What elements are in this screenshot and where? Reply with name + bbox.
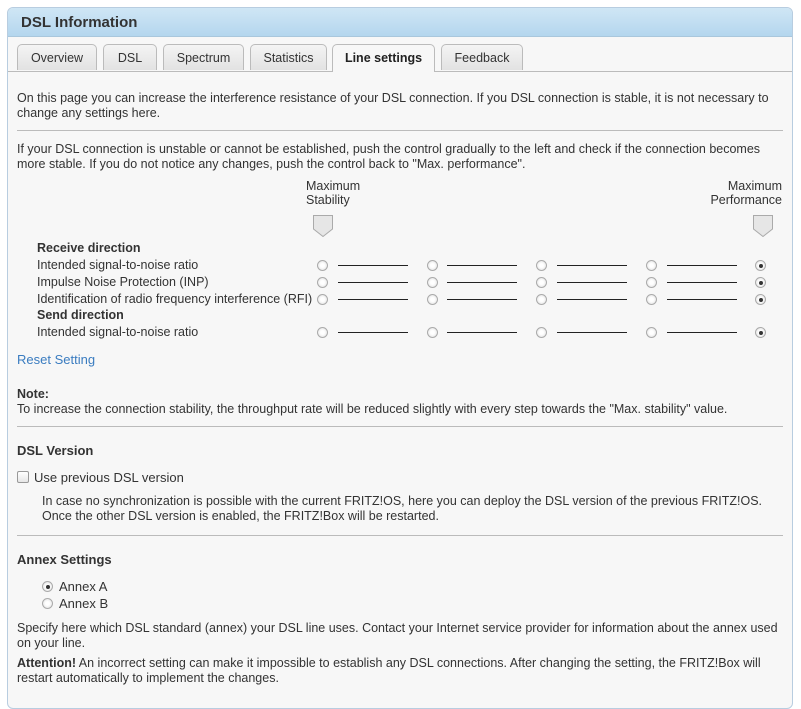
send-direction-heading: Send direction bbox=[37, 308, 124, 322]
max-performance-label-line1: Maximum bbox=[727, 179, 782, 193]
dsl-information-window bbox=[7, 7, 793, 709]
slider-track-line bbox=[667, 282, 737, 283]
divider bbox=[17, 535, 783, 536]
slider-track-line bbox=[447, 265, 517, 266]
slider-step-radio[interactable] bbox=[646, 327, 657, 338]
slider-step-radio[interactable] bbox=[427, 277, 438, 288]
previous-dsl-version-label[interactable]: Use previous DSL version bbox=[34, 470, 184, 485]
title-bar bbox=[8, 8, 792, 37]
page-title: DSL Information bbox=[21, 14, 138, 31]
max-stability-label bbox=[306, 179, 360, 207]
divider bbox=[17, 426, 783, 427]
note-text: To increase the connection stability, the throughput rate will be reduced slightly with every step towards the "Max. stability" value. bbox=[17, 402, 728, 416]
annex-a-radio[interactable] bbox=[42, 581, 53, 592]
slider-step-radio[interactable] bbox=[536, 277, 547, 288]
annex-settings-heading: Annex Settings bbox=[17, 552, 112, 567]
attention-label: Attention! bbox=[17, 656, 77, 670]
performance-marker-icon bbox=[753, 215, 773, 237]
tab-spectrum[interactable]: Spectrum bbox=[163, 44, 244, 70]
slider-track-line bbox=[557, 265, 627, 266]
slider-step-radio[interactable] bbox=[755, 294, 766, 305]
annex-b-label[interactable]: Annex B bbox=[59, 596, 109, 611]
slider-step-radio[interactable] bbox=[646, 277, 657, 288]
send-snr-label: Intended signal-to-noise ratio bbox=[37, 325, 199, 339]
tab-dsl[interactable]: DSL bbox=[103, 44, 157, 70]
annex-b-radio[interactable] bbox=[42, 598, 53, 609]
slider-track-line bbox=[557, 299, 627, 300]
max-performance-label-line2: Performance bbox=[710, 193, 782, 207]
slider-step-radio[interactable] bbox=[317, 277, 328, 288]
previous-dsl-version-checkbox[interactable] bbox=[17, 471, 29, 483]
slider-track-line bbox=[338, 332, 408, 333]
dsl-version-description: In case no synchronization is possible with the current FRITZ!OS, here you can deploy the DSL version of the previous FRITZ!OS. Once the other DSL version is enabled, the FRITZ!Box will be restarted. bbox=[42, 494, 763, 523]
receive-inp-label: Impulse Noise Protection (INP) bbox=[37, 275, 209, 289]
instructions-text: If your DSL connection is unstable or cannot be established, push the control gradually to the left and check if the connection becomes more stable. If you do not notice any changes, push the control back to "Max. performance". bbox=[17, 142, 761, 171]
dsl-version-heading: DSL Version bbox=[17, 443, 94, 458]
slider-track-line bbox=[667, 299, 737, 300]
tab-feedback[interactable]: Feedback bbox=[441, 44, 523, 70]
tab-line-settings[interactable]: Line settings bbox=[332, 44, 435, 72]
stability-marker-icon bbox=[313, 215, 333, 237]
slider-track-line bbox=[447, 332, 517, 333]
attention-text bbox=[17, 656, 787, 686]
max-stability-label-line2: Stability bbox=[306, 193, 350, 207]
divider bbox=[17, 130, 783, 131]
slider-track-line bbox=[447, 282, 517, 283]
slider-step-radio[interactable] bbox=[646, 260, 657, 271]
slider-track-line bbox=[338, 282, 408, 283]
slider-step-radio[interactable] bbox=[536, 294, 547, 305]
slider-step-radio[interactable] bbox=[317, 294, 328, 305]
slider-step-radio[interactable] bbox=[317, 327, 328, 338]
slider-track-line bbox=[338, 265, 408, 266]
attention-body: An incorrect setting can make it impossible to establish any DSL connections. After changing the setting, the FRITZ!Box will restart automatically to implement the changes. bbox=[17, 656, 761, 685]
slider-step-radio[interactable] bbox=[427, 327, 438, 338]
note-title: Note: bbox=[17, 387, 49, 401]
slider-step-radio[interactable] bbox=[317, 260, 328, 271]
reset-setting-link[interactable]: Reset Setting bbox=[17, 352, 96, 367]
max-performance-label bbox=[710, 179, 782, 207]
slider-track-line bbox=[667, 332, 737, 333]
slider-track-line bbox=[557, 332, 627, 333]
annex-description: Specify here which DSL standard (annex) your DSL line uses. Contact your Internet service provider for information about the annex used on your line. bbox=[17, 621, 778, 650]
tab-statistics[interactable]: Statistics bbox=[250, 44, 327, 70]
slider-track-line bbox=[557, 282, 627, 283]
slider-step-radio[interactable] bbox=[755, 260, 766, 271]
receive-rfi-label: Identification of radio frequency interference (RFI) bbox=[37, 292, 313, 306]
slider-track-line bbox=[338, 299, 408, 300]
slider-track-line bbox=[447, 299, 517, 300]
annex-a-label[interactable]: Annex A bbox=[59, 579, 108, 594]
intro-text: On this page you can increase the interference resistance of your DSL connection. If you DSL connection is stable, it is not necessary to change any settings here. bbox=[17, 91, 769, 120]
slider-step-radio[interactable] bbox=[536, 260, 547, 271]
slider-track-line bbox=[667, 265, 737, 266]
slider-step-radio[interactable] bbox=[755, 327, 766, 338]
tab-overview[interactable]: Overview bbox=[17, 44, 97, 70]
slider-step-radio[interactable] bbox=[427, 260, 438, 271]
receive-snr-label: Intended signal-to-noise ratio bbox=[37, 258, 199, 272]
receive-direction-heading: Receive direction bbox=[37, 241, 141, 255]
slider-step-radio[interactable] bbox=[536, 327, 547, 338]
slider-step-radio[interactable] bbox=[427, 294, 438, 305]
slider-step-radio[interactable] bbox=[646, 294, 657, 305]
slider-step-radio[interactable] bbox=[755, 277, 766, 288]
max-stability-label-line1: Maximum bbox=[306, 179, 361, 193]
